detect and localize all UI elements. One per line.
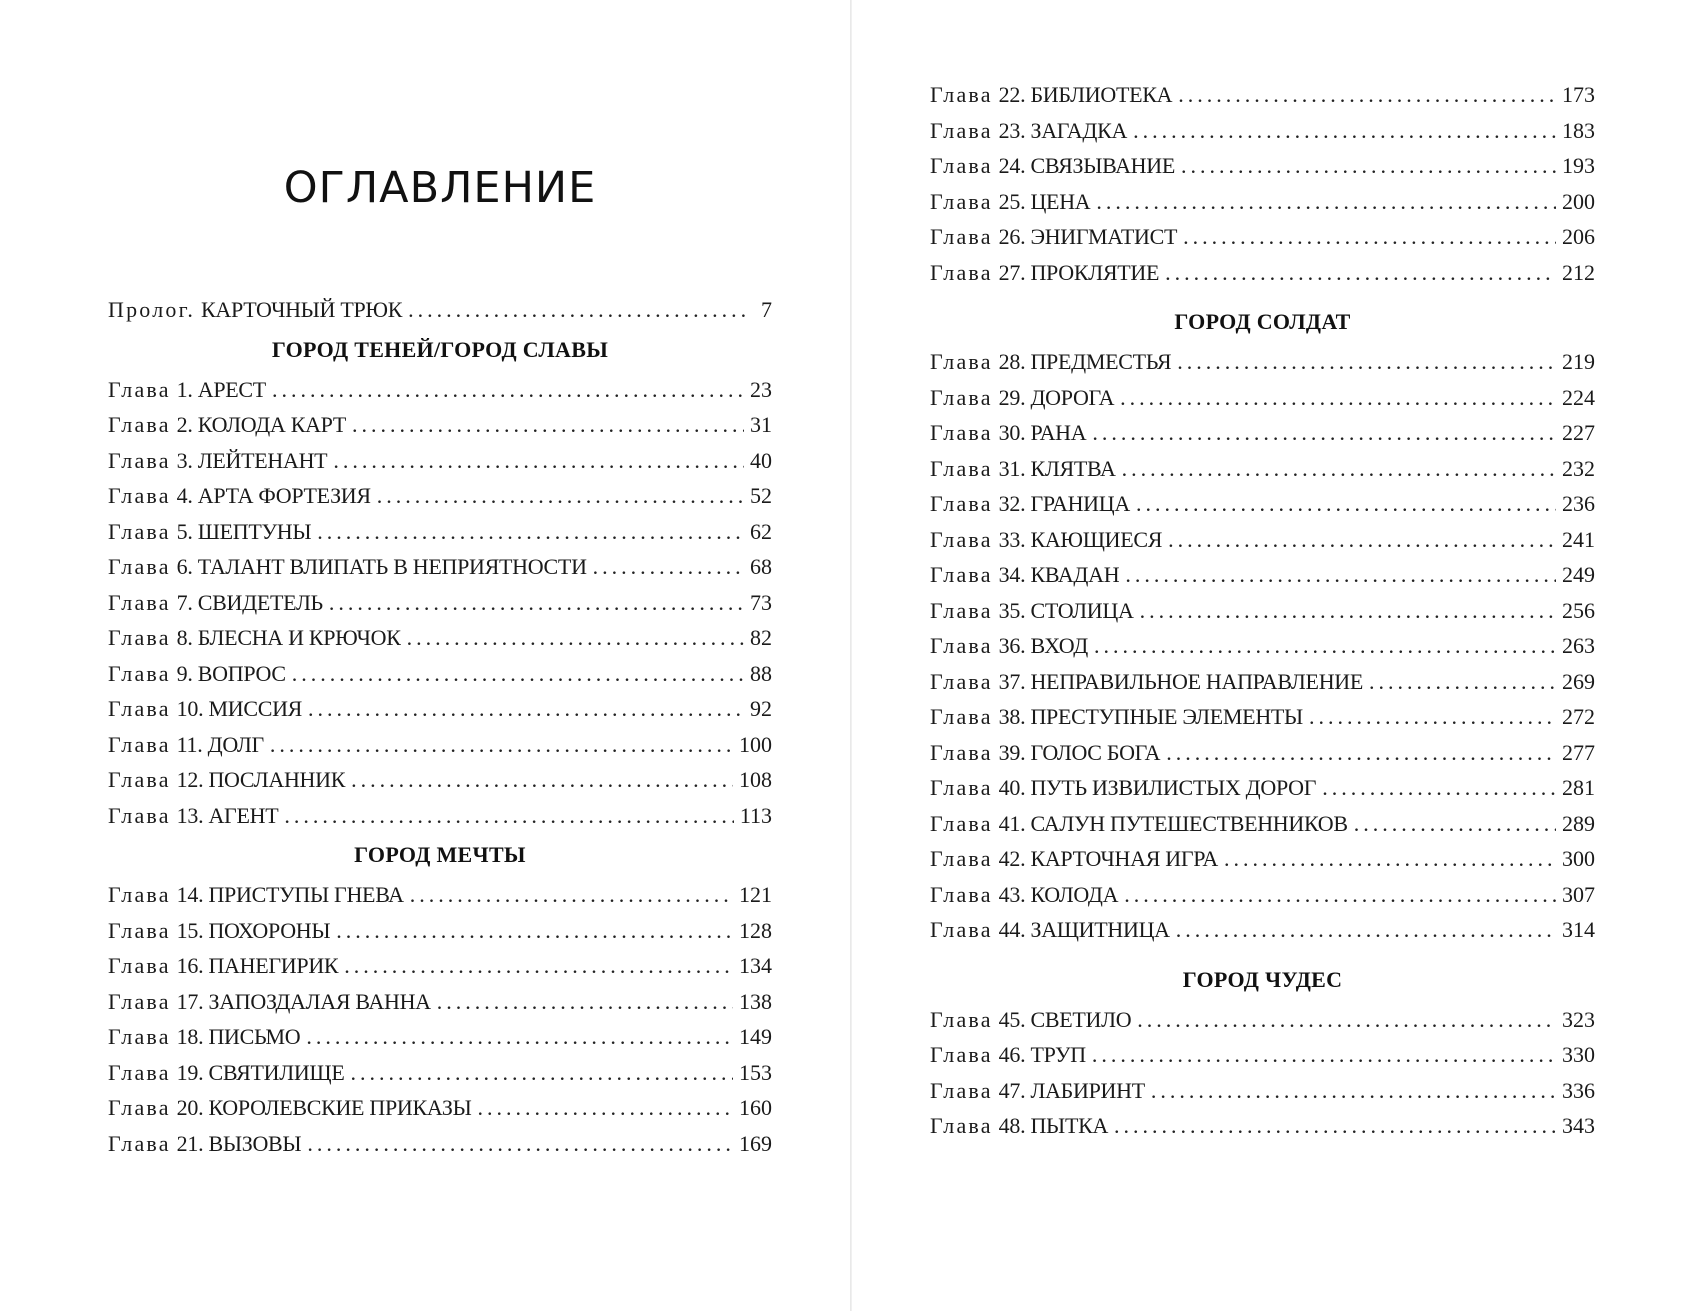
entry-page-number: 121 [739,882,772,907]
entry-prefix: Глава [930,259,993,285]
section-heading: ГОРОД ТЕНЕЙ/ГОРОД СЛАВЫ [271,336,609,362]
entry-prefix: Глава [108,882,171,907]
dot-leader [410,877,733,913]
section-entries [108,877,772,1161]
dot-leader [1322,770,1556,806]
entry-prefix: Глава [930,1077,993,1103]
entry-page-number: 82 [750,625,772,650]
dot-leader [1140,593,1556,629]
dot-leader [408,292,746,328]
entry-title: 22. БИБЛИОТЕКА [998,82,1173,107]
dot-leader [344,948,733,984]
entry-page-number: 169 [739,1130,772,1156]
dot-leader [1354,806,1556,842]
right-page [852,0,1701,1311]
dot-leader [336,913,733,949]
entry-title: 11. ДОЛГ [176,731,264,757]
toc-left [108,292,772,1161]
toc-entry[interactable] [930,1037,1595,1073]
entry-prefix: Глава [108,1024,171,1049]
entry-prefix: Глава [930,739,993,765]
entry-title: 24. СВЯЗЫВАНИЕ [998,153,1175,178]
dot-leader [1096,184,1556,220]
dot-leader [307,1126,733,1162]
entry-title: 37. НЕПРАВИЛЬНОЕ НАПРАВЛЕНИЕ [998,668,1364,694]
entry-prefix: Глава [930,1113,993,1138]
entry-page-number: 314 [1562,917,1595,942]
toc-entry[interactable] [930,344,1595,380]
toc-entry[interactable] [108,443,772,479]
entry-prefix: Пролог. [108,297,196,322]
entry-prefix: Глава [930,917,993,942]
toc-entry[interactable] [930,219,1595,255]
dot-leader [1137,1002,1556,1038]
entry-prefix: Глава [108,447,171,473]
dot-leader [478,1090,733,1126]
section-entries [930,1002,1595,1144]
toc-entry[interactable] [108,656,772,692]
toc-entry[interactable] [108,1019,772,1055]
entry-page-number: 183 [1562,117,1595,143]
entry-title: 47. ЛАБИРИНТ [998,1077,1145,1103]
entry-page-number: 263 [1562,633,1595,658]
entry-prefix: Глава [108,554,171,579]
entry-title: КАРТОЧНЫЙ ТРЮК [201,297,403,322]
toc-entry[interactable] [108,514,772,550]
section-heading: ГОРОД СОЛДАТ [1174,309,1351,334]
entry-title: 21. ВЫЗОВЫ [176,1130,302,1156]
toc-entry[interactable] [108,984,772,1020]
toc-entry[interactable] [930,664,1595,700]
entry-prefix: Глава [930,82,993,107]
toc-entry[interactable] [108,620,772,656]
dot-leader [1092,1037,1556,1073]
dot-leader [1168,522,1556,558]
entry-page-number: 7 [761,297,772,322]
toc-entry[interactable] [108,762,772,798]
toc-entry[interactable] [930,735,1595,771]
dot-leader [1224,841,1556,877]
entry-page-number: 206 [1562,224,1595,249]
entry-page-number: 219 [1562,349,1595,374]
entry-prefix: Глава [930,881,993,907]
dot-leader [1125,557,1556,593]
entry-title: 3. ЛЕЙТЕНАНТ [176,447,328,473]
toc-entry[interactable] [108,549,772,585]
toc-entry[interactable] [930,1073,1595,1109]
entry-page-number: 173 [1562,82,1595,107]
entry-title: 12. ПОСЛАННИК [176,767,346,792]
entry-page-number: 100 [739,731,772,757]
entry-prefix: Глава [930,224,993,249]
toc-entry[interactable] [930,912,1595,948]
entry-prefix: Глава [930,633,993,658]
dot-leader [317,514,744,550]
entry-prefix: Глава [108,988,171,1014]
left-page [0,0,850,1311]
toc-entry[interactable] [930,522,1595,558]
toc-entry[interactable] [930,628,1595,664]
entry-title: 48. ПЫТКА [998,1113,1109,1138]
dot-leader [306,1019,733,1055]
entry-title: 43. КОЛОДА [998,881,1119,907]
dot-leader [329,585,744,621]
dot-leader [437,984,733,1020]
entry-prefix: Глава [108,376,171,402]
page-title: ОГЛАВЛЕНИЕ [283,163,597,213]
entry-page-number: 153 [739,1059,772,1085]
dot-leader [1092,415,1556,451]
entry-title: 5. ШЕПТУНЫ [176,518,312,544]
dot-leader [350,1055,733,1091]
toc-entry[interactable] [930,380,1595,416]
entry-title: 35. СТОЛИЦА [998,597,1134,623]
entry-title: 16. ПАНЕГИРИК [176,953,339,978]
entry-page-number: 62 [750,518,772,544]
entry-page-number: 113 [739,802,772,828]
entry-page-number: 92 [750,696,772,721]
toc-entry[interactable] [108,691,772,727]
toc-entry[interactable] [930,593,1595,629]
toc-entry[interactable] [108,585,772,621]
section-heading: ГОРОД МЕЧТЫ [354,842,526,867]
dot-leader [407,620,744,656]
section-entries [108,372,772,834]
toc-entry[interactable] [930,557,1595,593]
entry-prefix: Глава [108,917,171,943]
entry-page-number: 232 [1562,455,1595,481]
entry-page-number: 249 [1562,562,1595,587]
entry-title: 38. ПРЕСТУПНЫЕ ЭЛЕМЕНТЫ [998,704,1303,729]
toc-entry[interactable] [930,486,1595,522]
dot-leader [308,691,744,727]
toc-entry[interactable] [108,478,772,514]
entry-page-number: 138 [739,988,772,1014]
entry-page-number: 281 [1562,775,1595,800]
entry-page-number: 31 [750,412,772,437]
entry-prefix: Глава [108,953,171,978]
toc-entry[interactable] [930,841,1595,877]
entry-prefix: Глава [930,491,993,516]
toc-entry[interactable] [108,948,772,984]
dot-leader [1166,735,1556,771]
entry-title: 4. АРТА ФОРТЕЗИЯ [176,483,371,508]
dot-leader [1165,255,1556,291]
entry-page-number: 236 [1562,491,1595,516]
entry-title: 10. МИССИЯ [176,696,303,721]
toc-entry[interactable] [108,1055,772,1091]
entry-title: 1. АРЕСТ [176,376,266,402]
entry-title: 26. ЭНИГМАТИСТ [998,224,1178,249]
toc-entry[interactable] [108,877,772,913]
toc-entry[interactable] [930,451,1595,487]
entry-page-number: 108 [739,767,772,792]
entry-prefix: Глава [108,412,171,437]
dot-leader [352,407,744,443]
toc-entry[interactable] [930,255,1595,291]
spacer [930,290,1595,300]
entry-page-number: 336 [1562,1077,1595,1103]
dot-leader [1120,380,1556,416]
dot-leader [1151,1073,1556,1109]
entry-title: 7. СВИДЕТЕЛЬ [176,589,323,615]
entry-title: 9. ВОПРОС [176,660,286,686]
entry-title: 17. ЗАПОЗДАЛАЯ ВАННА [176,988,431,1014]
entry-page-number: 323 [1562,1006,1595,1032]
dot-leader [1122,451,1556,487]
toc-entry[interactable] [108,913,772,949]
entry-prefix: Глава [108,1095,171,1120]
toc-entry[interactable] [108,1126,772,1162]
entry-prefix: Глава [930,597,993,623]
toc-entry[interactable] [930,184,1595,220]
entry-title: 32. ГРАНИЦА [998,491,1130,516]
entry-title: 8. БЛЕСНА И КРЮЧОК [176,625,401,650]
entry-title: 25. ЦЕНА [998,188,1091,214]
entry-title: 2. КОЛОДА КАРТ [176,412,347,437]
toc-entry[interactable] [108,1090,772,1126]
entry-page-number: 330 [1562,1042,1595,1067]
entry-prefix: Глава [930,455,993,481]
entry-title: 42. КАРТОЧНАЯ ИГРА [998,846,1218,871]
dot-leader [1114,1108,1556,1144]
entry-prefix: Глава [930,1042,993,1067]
entry-title: 23. ЗАГАДКА [998,117,1128,143]
dot-leader [1136,486,1556,522]
dot-leader [1178,77,1556,113]
entry-prefix: Глава [930,526,993,552]
entry-page-number: 73 [750,589,772,615]
entry-title: 41. САЛУН ПУТЕШЕСТВЕННИКОВ [998,810,1348,836]
entry-page-number: 256 [1562,597,1595,623]
entry-title: 27. ПРОКЛЯТИЕ [998,259,1160,285]
entry-title: 45. СВЕТИЛО [998,1006,1132,1032]
entry-page-number: 272 [1562,704,1595,729]
entry-page-number: 241 [1562,526,1595,552]
entry-prefix: Глава [108,696,171,721]
continued-entries [930,77,1595,290]
entry-title: 18. ПИСЬМО [176,1024,301,1049]
entry-title: 39. ГОЛОС БОГА [998,739,1161,765]
entry-title: 40. ПУТЬ ИЗВИЛИСТЫХ ДОРОГ [998,775,1317,800]
toc-entry[interactable] [930,770,1595,806]
toc-entry[interactable] [108,798,772,834]
entry-page-number: 193 [1562,153,1595,178]
entry-page-number: 227 [1562,420,1595,445]
entry-page-number: 343 [1562,1113,1595,1138]
entry-prefix: Глава [930,704,993,729]
section-heading: ГОРОД ЧУДЕС [1182,966,1343,992]
dot-leader [1181,148,1556,184]
entry-prefix: Глава [108,660,171,686]
entry-title: 33. КАЮЩИЕСЯ [998,526,1163,552]
entry-page-number: 134 [739,953,772,978]
entry-title: 30. РАНА [998,420,1087,445]
entry-prefix: Глава [108,731,171,757]
entry-prefix: Глава [930,846,993,871]
toc-entry[interactable] [108,372,772,408]
entry-prefix: Глава [108,589,171,615]
entry-page-number: 212 [1562,259,1595,285]
toc-entry[interactable] [930,148,1595,184]
dot-leader [1094,628,1556,664]
entry-page-number: 160 [739,1095,772,1120]
dot-leader [333,443,744,479]
entry-page-number: 52 [750,483,772,508]
toc-entry[interactable] [930,877,1595,913]
dot-leader [292,656,744,692]
entry-title: 36. ВХОД [998,633,1088,658]
entry-page-number: 307 [1562,881,1595,907]
entry-prefix: Глава [930,384,993,410]
entry-page-number: 224 [1562,384,1595,410]
entry-prefix: Глава [930,117,993,143]
entry-title: 29. ДОРОГА [998,384,1115,410]
entry-prefix: Глава [108,767,171,792]
entry-page-number: 128 [739,917,772,943]
entry-title: 31. КЛЯТВА [998,455,1116,481]
dot-leader [593,549,744,585]
toc-entry[interactable] [930,699,1595,735]
toc-entry[interactable] [930,1002,1595,1038]
entry-prefix: Глава [108,483,171,508]
entry-page-number: 40 [750,447,772,473]
entry-prefix: Глава [108,625,171,650]
toc-right [930,77,1595,1144]
toc-entry[interactable] [930,806,1595,842]
entry-title: 28. ПРЕДМЕСТЬЯ [998,349,1172,374]
toc-entry[interactable] [930,1108,1595,1144]
entry-prefix: Глава [930,349,993,374]
entry-prefix: Глава [108,1130,171,1156]
entry-prefix: Глава [108,1059,171,1085]
dot-leader [1309,699,1556,735]
dot-leader [377,478,744,514]
entry-title: 19. СВЯТИЛИЩЕ [176,1059,345,1085]
entry-page-number: 277 [1562,739,1595,765]
entry-page-number: 289 [1562,810,1595,836]
entry-prefix: Глава [930,1006,993,1032]
toc-entry[interactable] [108,727,772,763]
dot-leader [1133,113,1556,149]
entry-prefix: Глава [108,518,171,544]
toc-entry[interactable] [930,77,1595,113]
entry-prefix: Глава [108,802,171,828]
entry-title: 20. КОРОЛЕВСКИЕ ПРИКАЗЫ [176,1095,472,1120]
entry-prefix: Глава [930,153,993,178]
section-entries [930,344,1595,948]
spacer [930,948,1595,958]
entry-title: 46. ТРУП [998,1042,1086,1067]
entry-page-number: 300 [1562,846,1595,871]
entry-prefix: Глава [930,668,993,694]
dot-leader [1177,344,1556,380]
entry-page-number: 149 [739,1024,772,1049]
toc-entry-prologue[interactable] [108,292,772,328]
entry-title: 6. ТАЛАНТ ВЛИПАТЬ В НЕПРИЯТНОСТИ [176,554,587,579]
toc-entry[interactable] [930,415,1595,451]
dot-leader [1124,877,1556,913]
dot-leader [1183,219,1556,255]
entry-page-number: 23 [750,376,772,402]
dot-leader [270,727,733,763]
entry-page-number: 88 [750,660,772,686]
entry-prefix: Глава [930,420,993,445]
entry-title: 15. ПОХОРОНЫ [176,917,331,943]
toc-entry[interactable] [108,407,772,443]
entry-title: 44. ЗАЩИТНИЦА [998,917,1170,942]
entry-prefix: Глава [930,775,993,800]
entry-prefix: Глава [930,810,993,836]
dot-leader [284,798,733,834]
entry-title: 34. КВАДАН [998,562,1120,587]
dot-leader [351,762,733,798]
dot-leader [1369,664,1556,700]
entry-title: 13. АГЕНТ [176,802,279,828]
entry-page-number: 200 [1562,188,1595,214]
dot-leader [1176,912,1556,948]
entry-prefix: Глава [930,562,993,587]
dot-leader [272,372,744,408]
toc-entry[interactable] [930,113,1595,149]
entry-title: 14. ПРИСТУПЫ ГНЕВА [176,882,404,907]
entry-prefix: Глава [930,188,993,214]
entry-page-number: 68 [750,554,772,579]
entry-page-number: 269 [1562,668,1595,694]
